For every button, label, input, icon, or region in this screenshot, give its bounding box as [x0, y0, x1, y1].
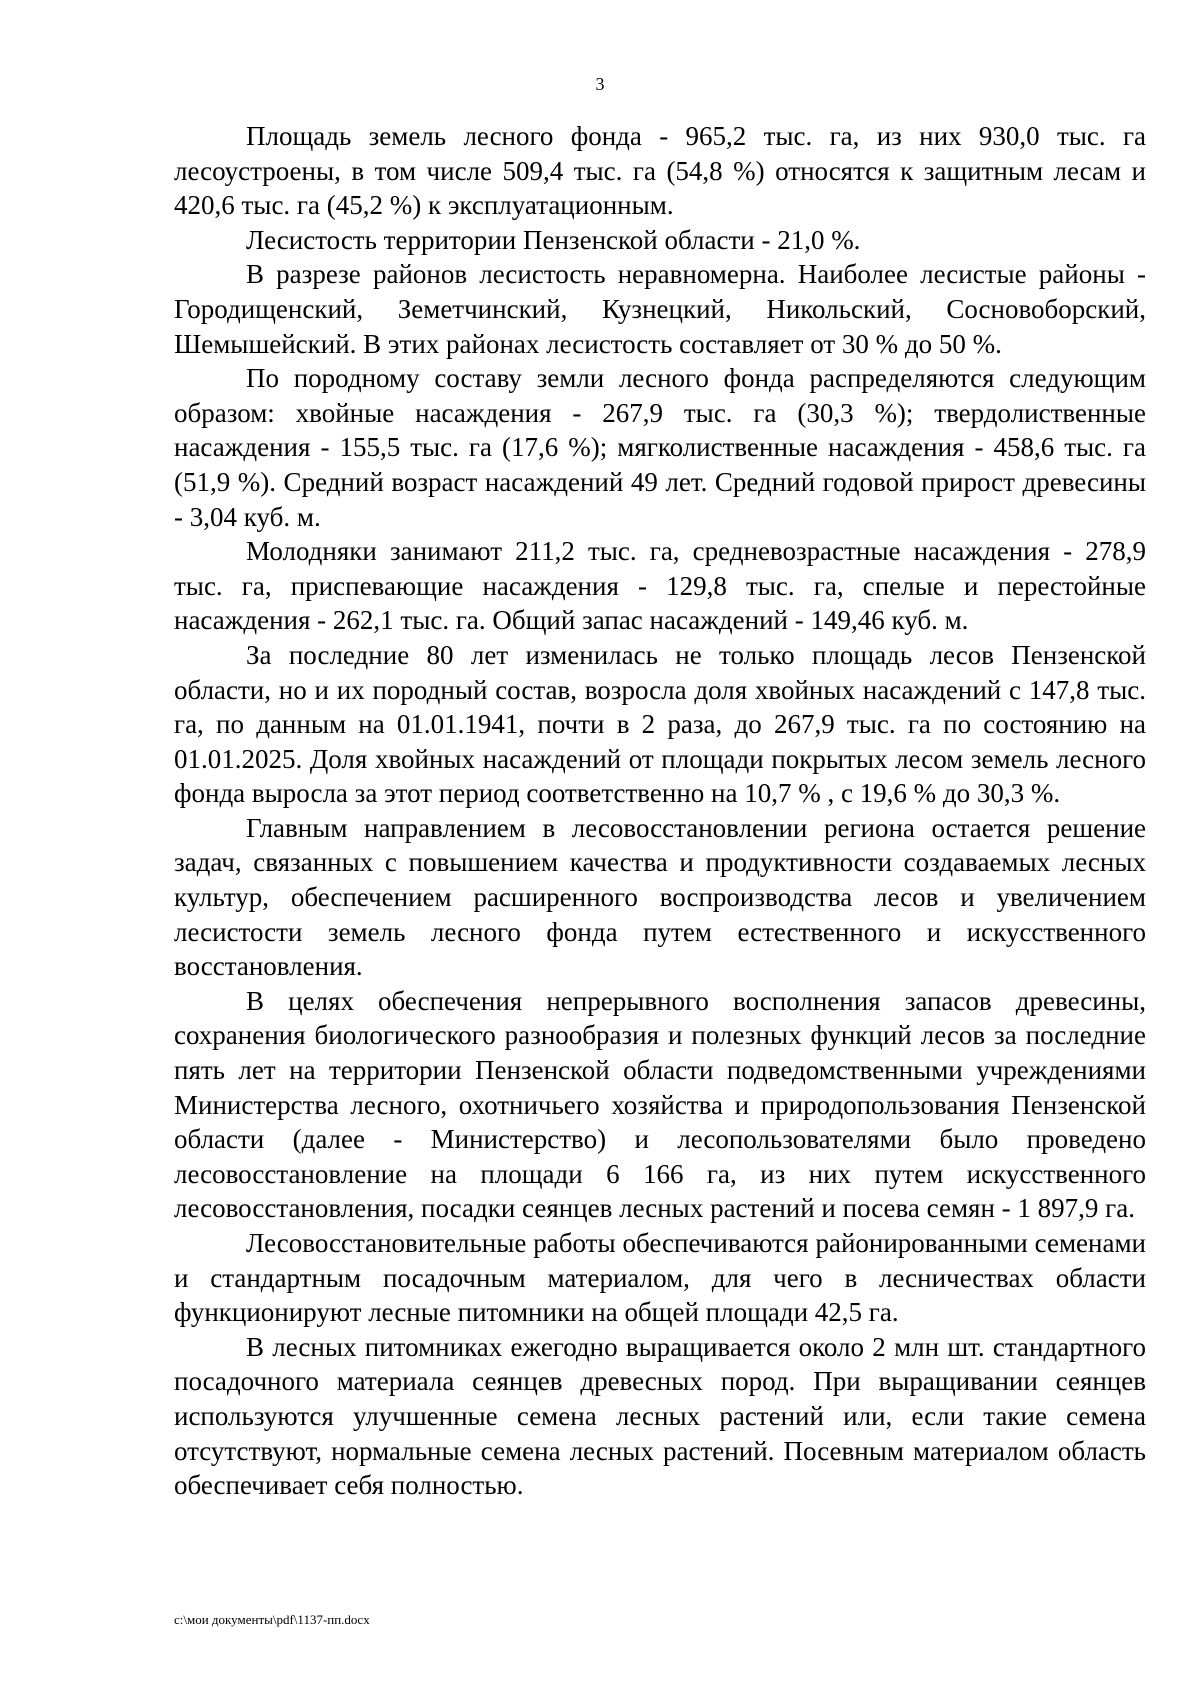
paragraph-reforestation-direction: Главным направлением в лесовосстановлении региона остается решение задач, связанных с повышением качества и продуктивности создаваемых лесных культур, обеспечением расширенного воспроизводства лесов и увеличением лесистости земель лесного фонда путем естественного и искусственного восстановления. [174, 812, 1146, 982]
paragraph-age-groups: Молодняки занимают 211,2 тыс. га, средневозрастные насаждения - 278,9 тыс. га, приспевающие насаждения - 129,8 тыс. га, спелые и перестойные насаждения - 262,1 тыс. га. Общий запас насаждений - 149,46 куб. м. [174, 536, 1146, 636]
paragraph-species-composition: По породному составу земли лесного фонда распределяются следующим образом: хвойные насаждения - 267,9 тыс. га (30,3 %); твердолиственные насаждения - 155,5 тыс. га (17,6 %); мягколиственные насаждения - 458,6 тыс. га (51,9 %). Средний возраст насаждений 49 лет. Средний годовой прирост древесины - 3,04 куб. м. [174, 363, 1146, 532]
paragraph-nurseries: Лесовосстановительные работы обеспечиваются районированными семенами и стандартным посадочным материалом, для чего в лесничествах области функционируют лесные питомники на общей площади 42,5 га. [174, 1228, 1146, 1328]
paragraph-80-years-change: За последние 80 лет изменилась не только площадь лесов Пензенской области, но и их породный состав, возросла доля хвойных насаждений с 147,8 тыс. га, по данным на 01.01.1941, почти в 2 раза, до 267,9 тыс. га по состоянию на 01.01.2025. Доля хвойных насаждений от площади покрытых лесом земель лесного фонда выросла за этот период соответственно на 10,7 % , с 19,6 % до 30,3 %. [174, 639, 1146, 809]
footer-file-path: c:\мои документы\pdf\1137-пп.docx [174, 1612, 370, 1627]
page-number: 3 [595, 74, 605, 94]
paragraph-seedlings: В лесных питомниках ежегодно выращивается около 2 млн шт. стандартного посадочного материала сеянцев древесных пород. При выращивании сеянцев используются улучшенные семена лесных растений или, если такие семена отсутствуют, нормальные семена лесных растений. Посевным материалом область обеспечивает себя полностью. [174, 1331, 1146, 1501]
paragraph-forest-fund-area: Площадь земель лесного фонда - 965,2 тыс. га, из них 930,0 тыс. га лесоустроены, в том числе 509,4 тыс. га (54,8 %) относятся к защитным лесам и 420,6 тыс. га (45,2 %) к эксплуатационным. [174, 121, 1146, 221]
paragraph-forest-cover: Лесистость территории Пензенской области - 21,0 %. [246, 224, 861, 255]
paragraph-reforestation-results: В целях обеспечения непрерывного восполнения запасов древесины, сохранения биологического разнообразия и полезных функций лесов за последние пять лет на территории Пензенской области подведомственными учреждениями Министерства лесного, охотничьего хозяйства и природопользования Пензенской области (далее - Министерство) и лесопользователями было проведено лесовосстановление на площади 6 166 га, из них путем искусственного лесовосстановления, посадки сеянцев лесных растений и посева семян - 1 897,9 га. [174, 985, 1146, 1224]
paragraph-district-forest-cover: В разрезе районов лесистость неравномерна. Наиболее лесистые районы - Городищенский, Земетчинский, Кузнецкий, Никольский, Сосновоборский, Шемышейский. В этих районах лесистость составляет от 30 % до 50 %. [174, 259, 1146, 359]
document-body [174, 119, 1146, 1503]
